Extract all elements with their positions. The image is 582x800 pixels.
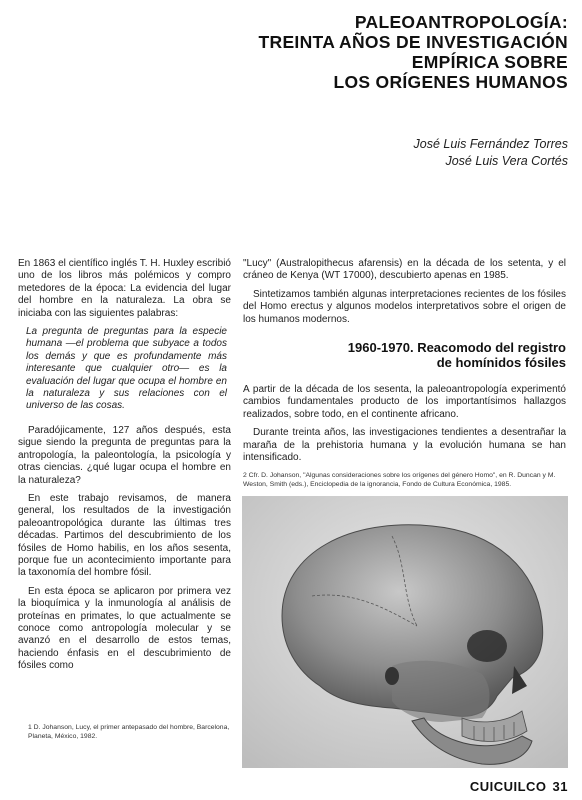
footnote: 2 Cfr. D. Johanson, "Algunas consideraciones sobre los orígenes del género Homo", en R. Duncan y M. Weston, Smith (eds.), Enciclopedia de la ignorancia, Fondo de Cultura Económica, 1985. bbox=[243, 472, 556, 488]
authors bbox=[268, 136, 568, 170]
block-quote: La pregunta de preguntas para la especie humana —el problema que subyace a todos los demás y que es profundamente más interesante que cualquier otro— es la evaluación del lugar que ocupa el hombre en la naturaleza y sus relaciones con el universo de las cosas. bbox=[26, 326, 227, 412]
paragraph: En este trabajo revisamos, de manera general, los resultados de la investigación paleoantropológica durante las últimas tres décadas. Partimos del descubrimiento de los fósiles de Homo habilis, en los años sesenta, porque fue un acontecimiento importante para la taxonomía del hombre fósil. bbox=[18, 492, 231, 579]
title-line: PALEOANTROPOLOGÍA: bbox=[354, 12, 568, 32]
page-footer bbox=[464, 779, 568, 794]
paragraph: Paradójicamente, 127 años después, esta sigue siendo la pregunta de preguntas para la antropología, la paleontología, la psicología y otras ciencias. ¿qué lugar ocupa el hombre en la naturaleza? bbox=[18, 424, 231, 486]
footnote: 1 D. Johanson, Lucy, el primer antepasado del hombre, Barcelona, Planeta, México, 1982. bbox=[28, 724, 230, 740]
title-line: TREINTA AÑOS DE INVESTIGACIÓN bbox=[258, 32, 568, 52]
section-heading-line: 1960-1970. Reacomodo del registro bbox=[347, 340, 566, 356]
skull-illustration bbox=[242, 496, 568, 768]
paragraph: Sintetizamos también algunas interpretaciones recientes de los fósiles del Homo erectus y algunos modelos interpretativos sobre el origen de los humanos modernos. bbox=[243, 288, 566, 325]
page-number: 31 bbox=[552, 779, 568, 794]
section-heading-line: de homínidos fósiles bbox=[436, 355, 566, 371]
paragraph: En 1863 el científico inglés T. H. Huxley escribió uno de los libros más polémicos y compro metedores de la época: La evidencia del lugar del hombre en la naturaleza. La obra se iniciaba con las siguientes palabras: bbox=[18, 258, 231, 319]
author-name: José Luis Fernández Torres bbox=[413, 137, 568, 151]
paragraph: En esta época se aplicaron por primera vez la bioquímica y la inmunología al análisis de proteínas en primates, lo que actualmente se conoce como antropología molecular y se avanzó en el desarrollo de estos temas, haciendo énfasis en el descubrimiento de fósiles como bbox=[18, 585, 231, 672]
left-column bbox=[18, 258, 231, 740]
title-line: EMPÍRICA SOBRE bbox=[411, 52, 568, 72]
right-column bbox=[243, 258, 566, 489]
section-heading bbox=[243, 340, 566, 370]
paragraph: "Lucy" (Australopithecus afarensis) en la década de los setenta, y el cráneo de Kenya (WT 17000), descubierto apenas en 1985. bbox=[243, 258, 566, 282]
paragraph: Durante treinta años, las investigaciones tendientes a desentrañar la maraña de la prehistoria humana y la evolución humana se han intensificado. bbox=[243, 427, 566, 464]
author-name: José Luis Vera Cortés bbox=[445, 154, 568, 168]
article-title bbox=[168, 12, 568, 92]
title-line: LOS ORÍGENES HUMANOS bbox=[333, 72, 568, 92]
skull-photo bbox=[242, 496, 568, 768]
paragraph: A partir de la década de los sesenta, la paleoantropología experimentó cambios fundamentales producto de los importantísimos hallazgos realizados, sobre todo, en el continente africano. bbox=[243, 384, 566, 420]
magazine-name: CUICUILCO bbox=[469, 779, 547, 794]
